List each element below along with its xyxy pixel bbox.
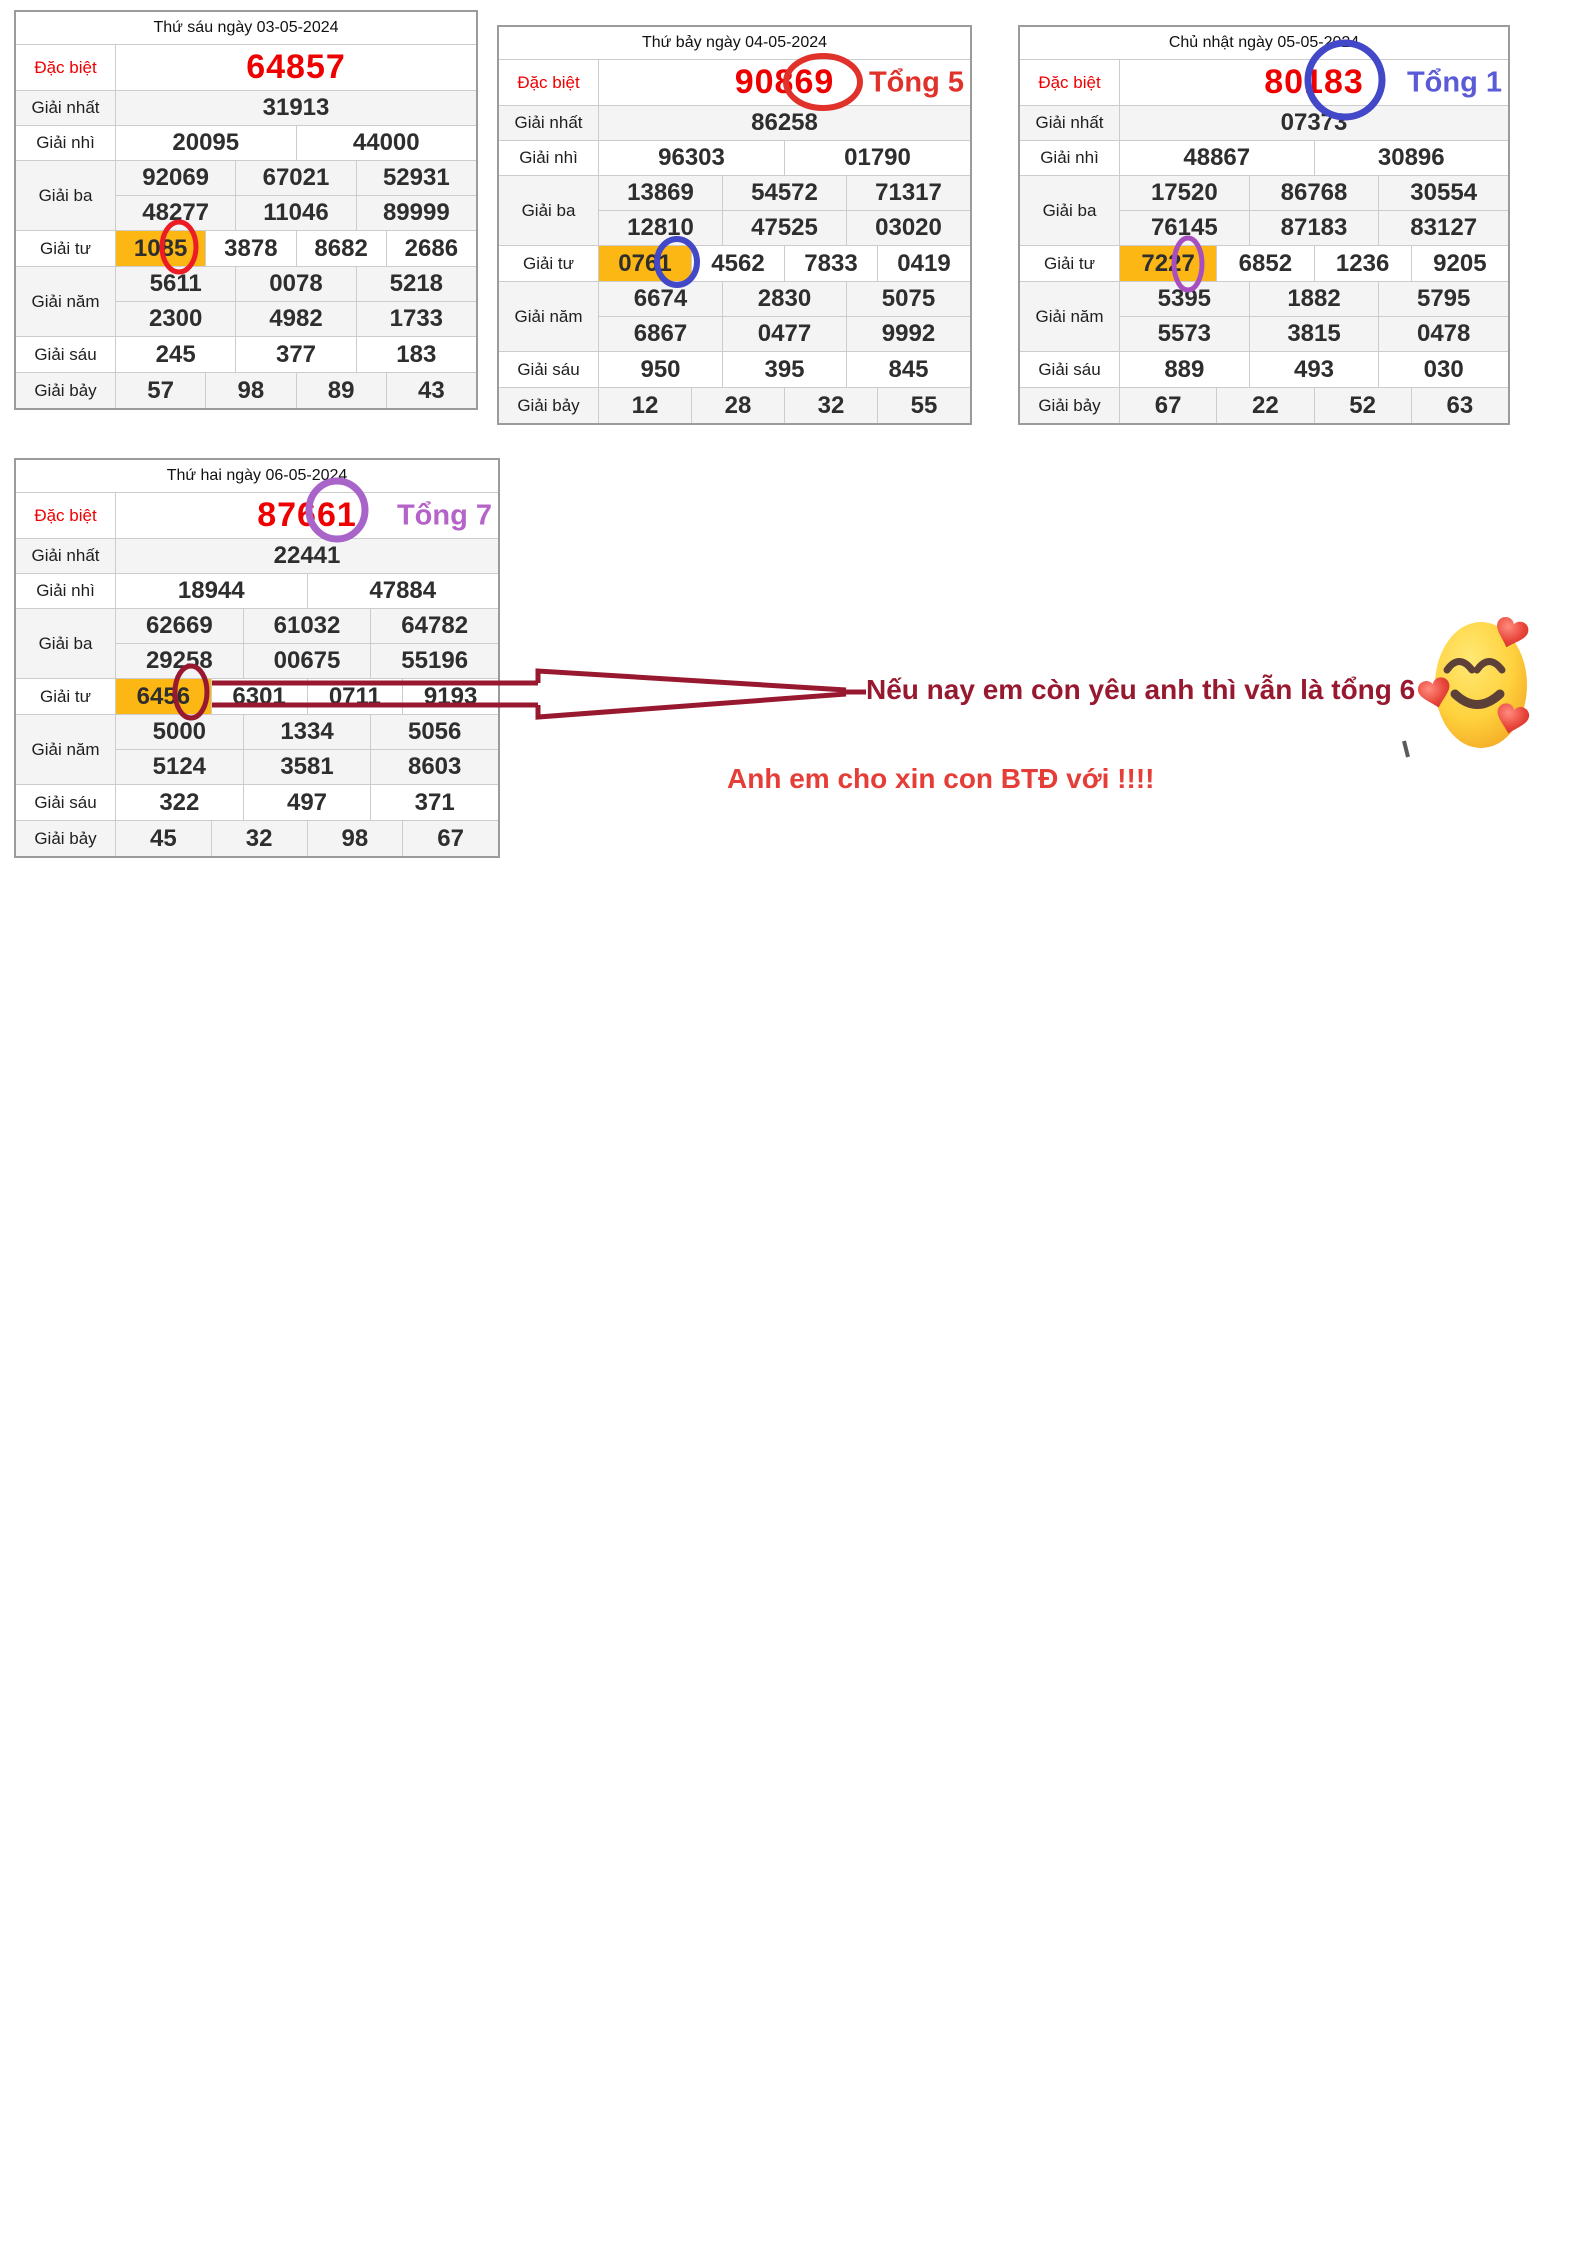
table-date-header	[1020, 27, 1508, 59]
prize-label: Đặc biệt	[16, 493, 116, 538]
prize-value: 20095	[172, 129, 240, 156]
prize-value: 5395	[1157, 285, 1212, 312]
prize-value: 83127	[1378, 211, 1508, 245]
row-giai-bay	[1020, 387, 1508, 423]
prize-value: 98	[205, 373, 295, 408]
prize-value: 31913	[262, 94, 330, 121]
prize-value: 245	[155, 340, 196, 368]
row-giai-nhi	[16, 125, 476, 160]
table-date-header	[499, 27, 970, 59]
prize-label: Giải sáu	[499, 352, 599, 387]
prize-value: 55	[877, 388, 970, 423]
prize-value-highlighted: 7227	[1120, 246, 1216, 281]
prize-value: 9193	[402, 679, 498, 714]
prize-value: 8682	[296, 231, 386, 266]
prize-value: 32	[784, 388, 877, 423]
prize-label: Giải sáu	[16, 785, 116, 820]
prize-value: 2686	[386, 231, 476, 266]
prize-value: 43	[386, 373, 476, 408]
prize-value: 52	[1314, 388, 1411, 423]
row-dac-biet	[16, 492, 498, 538]
prize-value: 47884	[307, 574, 499, 608]
prize-label: Giải ba	[16, 161, 116, 230]
prize-value: 17520	[1150, 179, 1218, 206]
prize-value: 67	[402, 821, 498, 856]
special-number: 87661	[257, 496, 357, 534]
prize-value: 9205	[1411, 246, 1508, 281]
prize-value: 54572	[722, 176, 846, 210]
prize-value: 48867	[1183, 144, 1251, 171]
prize-label: Giải tư	[499, 246, 599, 281]
prize-label: Giải bảy	[1020, 388, 1120, 423]
prize-value: 03020	[846, 211, 970, 245]
prize-value: 0478	[1378, 317, 1508, 351]
prize-value: 1882	[1249, 282, 1379, 316]
prize-label: Giải năm	[16, 267, 116, 336]
row-giai-bay	[499, 387, 970, 423]
prize-label: Giải nhất	[16, 539, 116, 573]
table-date: Thứ sáu ngày 03-05-2024	[153, 19, 339, 36]
prize-value: 13869	[627, 179, 694, 206]
prize-value: 8603	[370, 750, 498, 784]
row-giai-sau	[499, 351, 970, 387]
row-giai-nam	[16, 714, 498, 784]
prize-value: 67021	[235, 161, 355, 195]
prize-value: 12	[631, 391, 659, 419]
prize-value: 3581	[243, 750, 371, 784]
prize-value: 5795	[1378, 282, 1508, 316]
row-giai-nhat	[16, 538, 498, 573]
prize-value: 57	[147, 376, 174, 404]
row-giai-sau	[1020, 351, 1508, 387]
prize-label: Giải nhất	[499, 106, 599, 140]
row-giai-bay	[16, 820, 498, 856]
prize-label: Giải năm	[1020, 282, 1120, 351]
row-giai-sau	[16, 336, 476, 372]
row-giai-nhi	[16, 573, 498, 608]
prize-label: Đặc biệt	[16, 45, 116, 90]
prize-value: 01790	[784, 141, 970, 175]
prize-value: 32	[211, 821, 307, 856]
prize-value: 5124	[152, 753, 207, 780]
table-date-header	[16, 460, 498, 492]
prize-value: 86258	[751, 109, 818, 136]
prize-label: Giải ba	[1020, 176, 1120, 245]
table-date: Thứ hai ngày 06-05-2024	[166, 467, 348, 484]
prize-label: Giải tư	[16, 231, 116, 266]
prize-value: 0419	[877, 246, 970, 281]
tong-annotation: Tổng 7	[396, 499, 492, 531]
prize-label: Giải ba	[499, 176, 599, 245]
prize-value: 889	[1164, 355, 1205, 383]
result-table-friday	[14, 10, 478, 410]
prize-value: 2300	[148, 305, 203, 332]
prize-value: 92069	[142, 164, 210, 191]
prize-value: 6301	[211, 679, 307, 714]
prize-value: 11046	[235, 196, 355, 230]
prize-value: 29258	[145, 647, 213, 674]
prize-label: Giải nhì	[16, 574, 116, 608]
prize-value: 0711	[307, 679, 403, 714]
row-giai-nhat	[16, 90, 476, 125]
special-number: 80183	[1264, 63, 1364, 101]
prize-value: 62669	[145, 612, 213, 639]
table-date: Chủ nhật ngày 05-05-2024	[1168, 34, 1360, 51]
stray-mark	[1404, 741, 1408, 757]
row-giai-tu	[1020, 245, 1508, 281]
prize-value: 71317	[846, 176, 970, 210]
row-giai-nam	[499, 281, 970, 351]
prize-value: 18944	[177, 577, 245, 604]
prize-label: Giải sáu	[1020, 352, 1120, 387]
row-giai-tu	[16, 678, 498, 714]
prize-value: 2830	[722, 282, 846, 316]
prize-value: 98	[307, 821, 403, 856]
row-dac-biet	[16, 44, 476, 90]
tong-annotation: Tổng 1	[1406, 66, 1502, 98]
prize-value: 87183	[1249, 211, 1379, 245]
smiling-face-with-hearts-emoji	[1413, 608, 1545, 756]
row-giai-ba	[1020, 175, 1508, 245]
prize-value: 5075	[846, 282, 970, 316]
prize-value: 0477	[722, 317, 846, 351]
prize-label: Giải tư	[1020, 246, 1120, 281]
special-number: 64857	[246, 48, 346, 86]
prize-value: 30896	[1314, 141, 1509, 175]
prize-value: 395	[722, 352, 846, 387]
prize-value: 89	[296, 373, 386, 408]
prize-value: 5000	[152, 718, 207, 745]
row-giai-tu	[16, 230, 476, 266]
prize-value: 07373	[1280, 109, 1348, 136]
prize-value: 45	[150, 824, 177, 852]
prize-value: 1733	[356, 302, 476, 336]
prize-value: 371	[370, 785, 498, 820]
prize-label: Giải năm	[499, 282, 599, 351]
prize-value: 61032	[243, 609, 371, 643]
prize-value: 497	[243, 785, 371, 820]
row-giai-tu	[499, 245, 970, 281]
prize-value: 6852	[1216, 246, 1313, 281]
prize-label: Giải nhì	[1020, 141, 1120, 175]
prize-value: 30554	[1378, 176, 1508, 210]
prize-label: Giải nhì	[499, 141, 599, 175]
prize-value: 22	[1216, 388, 1313, 423]
prize-label: Giải năm	[16, 715, 116, 784]
prize-value: 3878	[205, 231, 295, 266]
row-giai-ba	[499, 175, 970, 245]
tong-annotation: Tổng 5	[868, 66, 964, 98]
prize-label: Giải bảy	[16, 821, 116, 856]
prize-label: Đặc biệt	[1020, 60, 1120, 105]
annotation-message-1: Nếu nay em còn yêu anh thì vẫn là tổng 6	[866, 674, 1416, 705]
prize-value: 7833	[784, 246, 877, 281]
prize-value-highlighted: 6456	[116, 679, 211, 714]
prize-label: Giải bảy	[16, 373, 116, 408]
prize-value: 96303	[658, 144, 725, 171]
prize-label: Giải nhất	[1020, 106, 1120, 140]
prize-value: 12810	[627, 214, 694, 241]
prize-value-highlighted: 1085	[116, 231, 205, 266]
prize-value: 4982	[235, 302, 355, 336]
row-giai-bay	[16, 372, 476, 408]
prize-value: 47525	[722, 211, 846, 245]
prize-value: 322	[159, 788, 200, 816]
prize-value: 00675	[243, 644, 371, 678]
row-giai-sau	[16, 784, 498, 820]
prize-value: 183	[356, 337, 476, 372]
prize-value: 845	[846, 352, 970, 387]
prize-value: 44000	[296, 126, 477, 160]
prize-value: 1236	[1314, 246, 1411, 281]
row-giai-nhi	[1020, 140, 1508, 175]
row-dac-biet	[1020, 59, 1508, 105]
row-giai-ba	[16, 160, 476, 230]
result-table-sunday	[1018, 25, 1510, 425]
prize-value: 5218	[356, 267, 476, 301]
prize-value: 5056	[370, 715, 498, 749]
prize-label: Giải bảy	[499, 388, 599, 423]
prize-value: 64782	[370, 609, 498, 643]
prize-value: 6674	[633, 285, 688, 312]
prize-value: 5573	[1157, 320, 1212, 347]
prize-value: 67	[1154, 391, 1182, 419]
prize-label: Giải tư	[16, 679, 116, 714]
prize-value: 3815	[1249, 317, 1379, 351]
prize-value: 0078	[235, 267, 355, 301]
row-giai-nhat	[1020, 105, 1508, 140]
result-table-monday	[14, 458, 500, 858]
prize-label: Đặc biệt	[499, 60, 599, 105]
prize-value: 6867	[633, 320, 688, 347]
prize-label: Giải ba	[16, 609, 116, 678]
prize-value: 63	[1411, 388, 1508, 423]
prize-value: 5611	[149, 270, 202, 297]
prize-value: 030	[1378, 352, 1508, 387]
row-giai-nam	[16, 266, 476, 336]
row-giai-nhat	[499, 105, 970, 140]
result-table-saturday	[497, 25, 972, 425]
prize-value: 9992	[846, 317, 970, 351]
prize-value: 1334	[243, 715, 371, 749]
special-number: 90869	[734, 63, 835, 101]
prize-value: 377	[235, 337, 355, 372]
prize-value: 48277	[142, 199, 210, 226]
row-giai-nam	[1020, 281, 1508, 351]
prize-value: 28	[691, 388, 784, 423]
row-giai-nhi	[499, 140, 970, 175]
prize-value: 76145	[1150, 214, 1218, 241]
table-date-header	[16, 12, 476, 44]
prize-label: Giải sáu	[16, 337, 116, 372]
annotation-message-2: Anh em cho xin con BTĐ với !!!!	[727, 763, 1155, 794]
prize-value: 55196	[370, 644, 498, 678]
prize-label: Giải nhất	[16, 91, 116, 125]
prize-value: 89999	[356, 196, 476, 230]
table-date: Thứ bảy ngày 04-05-2024	[641, 34, 828, 51]
prize-value: 950	[640, 355, 681, 383]
prize-label: Giải nhì	[16, 126, 116, 160]
row-giai-ba	[16, 608, 498, 678]
prize-value-highlighted: 0761	[599, 246, 691, 281]
prize-value: 86768	[1249, 176, 1379, 210]
row-dac-biet	[499, 59, 970, 105]
prize-value: 52931	[356, 161, 476, 195]
prize-value: 4562	[691, 246, 784, 281]
prize-value: 22441	[273, 542, 341, 569]
prize-value: 493	[1249, 352, 1379, 387]
